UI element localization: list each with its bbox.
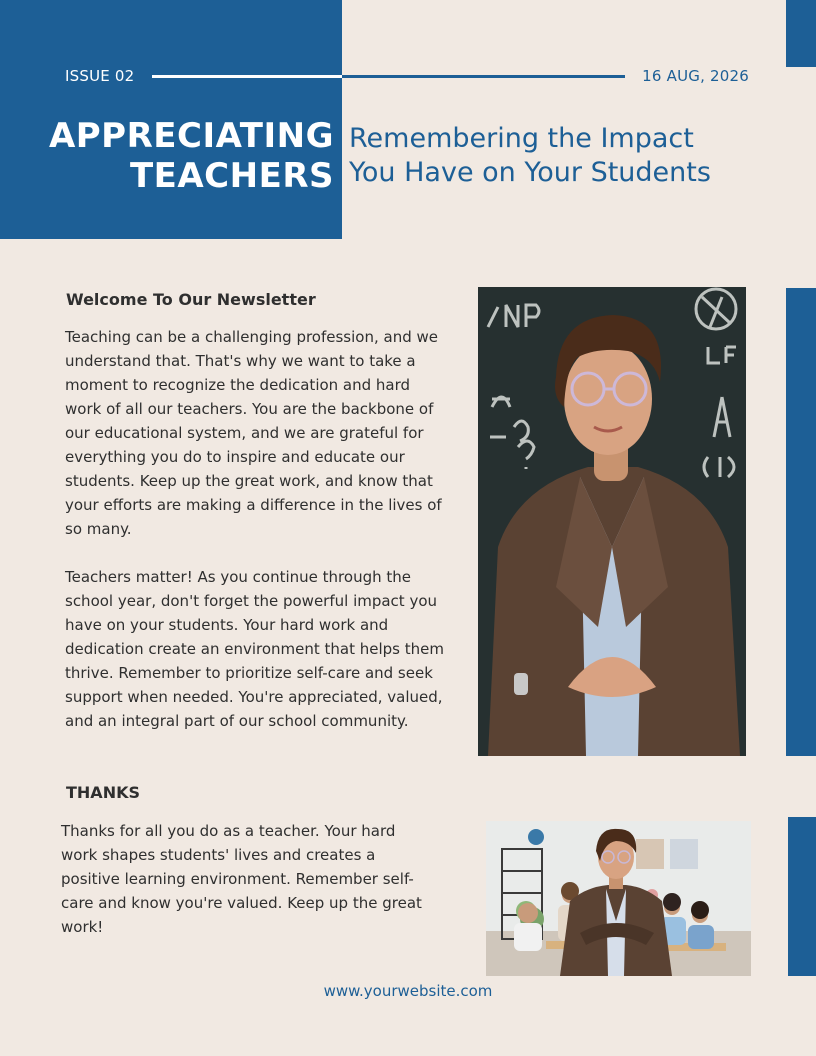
classroom-photo <box>486 821 751 976</box>
thanks-paragraph: Thanks for all you do as a teacher. Your hard work shapes students' lives and creates a positive learning environment. Remember self-care and know you're valued. Keep up the great work! <box>61 822 422 936</box>
issue-label: ISSUE 02 <box>65 67 135 85</box>
side-accent-bar-top <box>786 0 816 67</box>
title-line-2: TEACHERS <box>129 156 334 196</box>
welcome-paragraph-2: Teachers matter! As you continue through the school year, don't forget the powerful impact you have on your students. Your hard work and dedication create an environment that helps them thrive. Remember to prioritize self-care and seek support when needed. You're appreciated, valued, and an integral part of our school community. <box>65 568 444 730</box>
issue-date: 16 AUG, 2026 <box>642 67 749 85</box>
title-line-1: APPRECIATING <box>48 116 334 156</box>
welcome-paragraph-1: Teaching can be a challenging profession, and we understand that. That's why we want to take a moment to recognize the dedication and hard work of all our teachers. You are the backbone of our educational system, and we are grateful for everything you do to inspire and educate our students. Keep up the great work, and know that your efforts are making a difference in the lives of so many. <box>65 328 442 538</box>
website-link[interactable]: www.yourwebsite.com <box>323 982 493 1000</box>
side-accent-bar-middle <box>786 288 816 756</box>
newsletter-subtitle <box>349 122 711 190</box>
welcome-body <box>65 325 450 733</box>
subtitle-line-1: Remembering the Impact <box>349 123 694 154</box>
teacher-portrait-illustration <box>478 287 746 756</box>
teacher-portrait-photo <box>478 287 746 756</box>
newsletter-title <box>49 116 334 196</box>
side-accent-bar-bottom <box>788 817 816 976</box>
thanks-body <box>61 819 423 939</box>
classroom-illustration <box>486 821 751 976</box>
welcome-heading: Welcome To Our Newsletter <box>66 290 316 309</box>
subtitle-line-2: You Have on Your Students <box>349 157 711 188</box>
thanks-heading: THANKS <box>66 783 140 802</box>
header-rule-blue <box>342 75 625 78</box>
header-rule-white <box>152 75 342 78</box>
